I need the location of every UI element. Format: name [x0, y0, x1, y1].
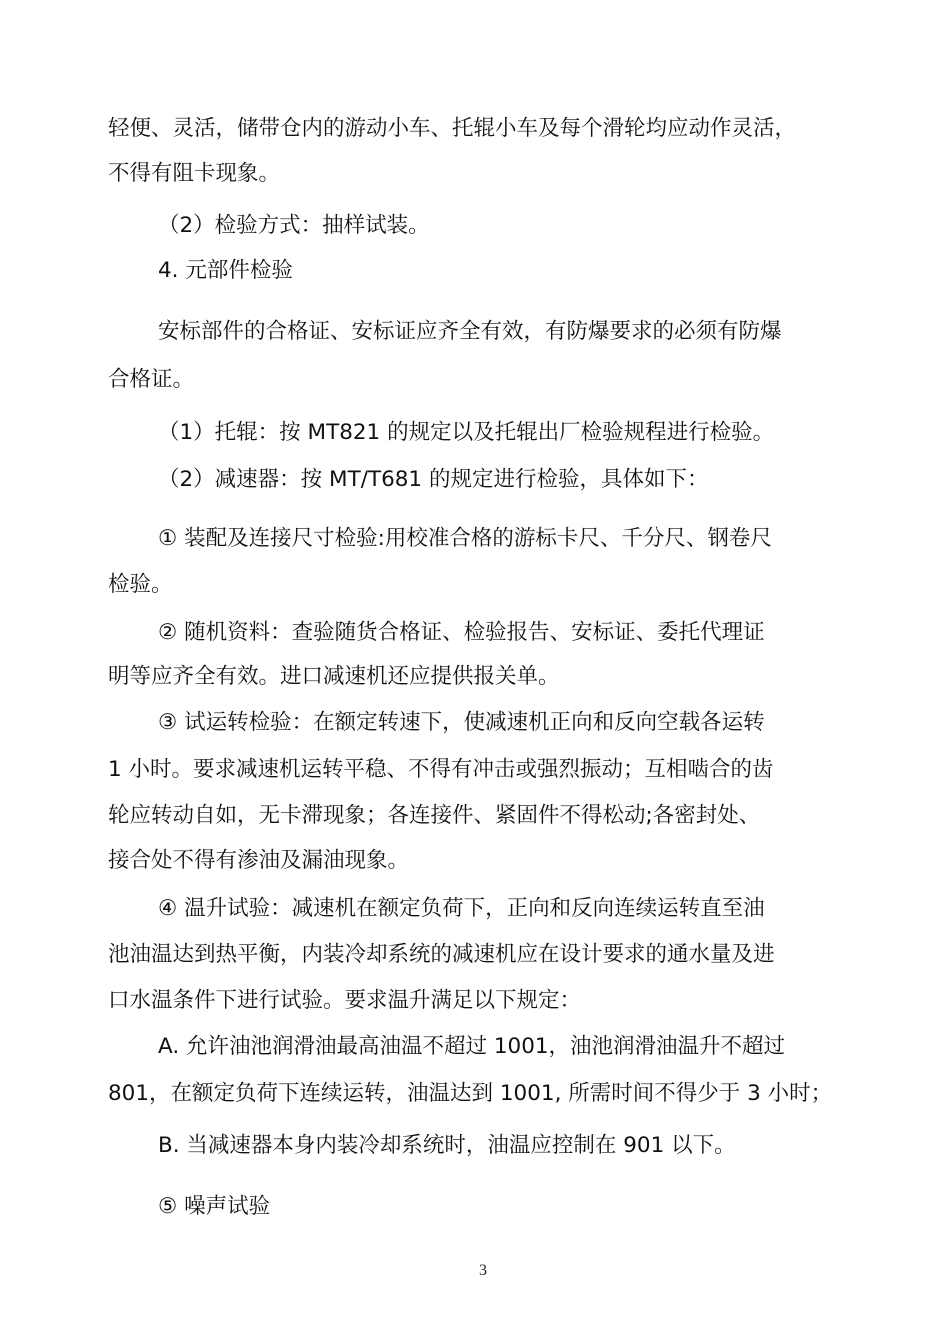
text-line: 轮应转动自如，无卡滞现象；各连接件、紧固件不得松动;各密封处、 [108, 803, 761, 828]
text-line: ② 随机资料：查验随货合格证、检验报告、安标证、委托代理证 [158, 620, 765, 645]
text-line: ④ 温升试验：减速机在额定负荷下，正向和反向连续运转直至油 [158, 896, 765, 921]
text-line: 轻便、灵活，储带仓内的游动小车、托辊小车及每个滑轮均应动作灵活， [108, 116, 797, 141]
text-line: B. 当减速器本身内装冷却系统时，油温应控制在 901 以下。 [158, 1133, 736, 1158]
text-line: 池油温达到热平衡，内装冷却系统的减速机应在设计要求的通水量及进 [108, 942, 775, 967]
page-number: 3 [479, 1262, 487, 1279]
text-line: （2）减速器：按 MT/T681 的规定进行检验，具体如下： [158, 467, 709, 492]
text-line: 口水温条件下进行试验。要求温升满足以下规定： [108, 988, 582, 1013]
text-line: 1 小时。要求减速机运转平稳、不得有冲击或强烈振动；互相啮合的齿 [108, 757, 774, 782]
text-line: ① 装配及连接尺寸检验:用校准合格的游标卡尺、千分尺、钢卷尺 [158, 526, 772, 551]
text-line: 明等应齐全有效。进口减速机还应提供报关单。 [108, 664, 560, 689]
text-line: 不得有阻卡现象。 [108, 161, 281, 186]
text-line: A. 允许油池润滑油最高油温不超过 1001，油池润滑油温升不超过 [158, 1034, 786, 1059]
text-line: 检验。 [108, 572, 173, 597]
text-line: 合格证。 [108, 367, 195, 392]
text-line: 接合处不得有渗油及漏油现象。 [108, 848, 410, 873]
text-line: （1）托辊：按 MT821 的规定以及托辊出厂检验规程进行检验。 [158, 420, 775, 445]
section-heading: 4. 元部件检验 [158, 258, 293, 283]
text-line: 801，在额定负荷下连续运转，油温达到 1001, 所需时间不得少于 3 小时； [108, 1081, 833, 1106]
text-line: （2）检验方式：抽样试装。 [158, 213, 430, 238]
text-line: ③ 试运转检验：在额定转速下，使减速机正向和反向空载各运转 [158, 710, 765, 735]
text-line: 安标部件的合格证、安标证应齐全有效，有防爆要求的必须有防爆 [158, 319, 782, 344]
text-line: ⑤ 噪声试验 [158, 1194, 271, 1219]
